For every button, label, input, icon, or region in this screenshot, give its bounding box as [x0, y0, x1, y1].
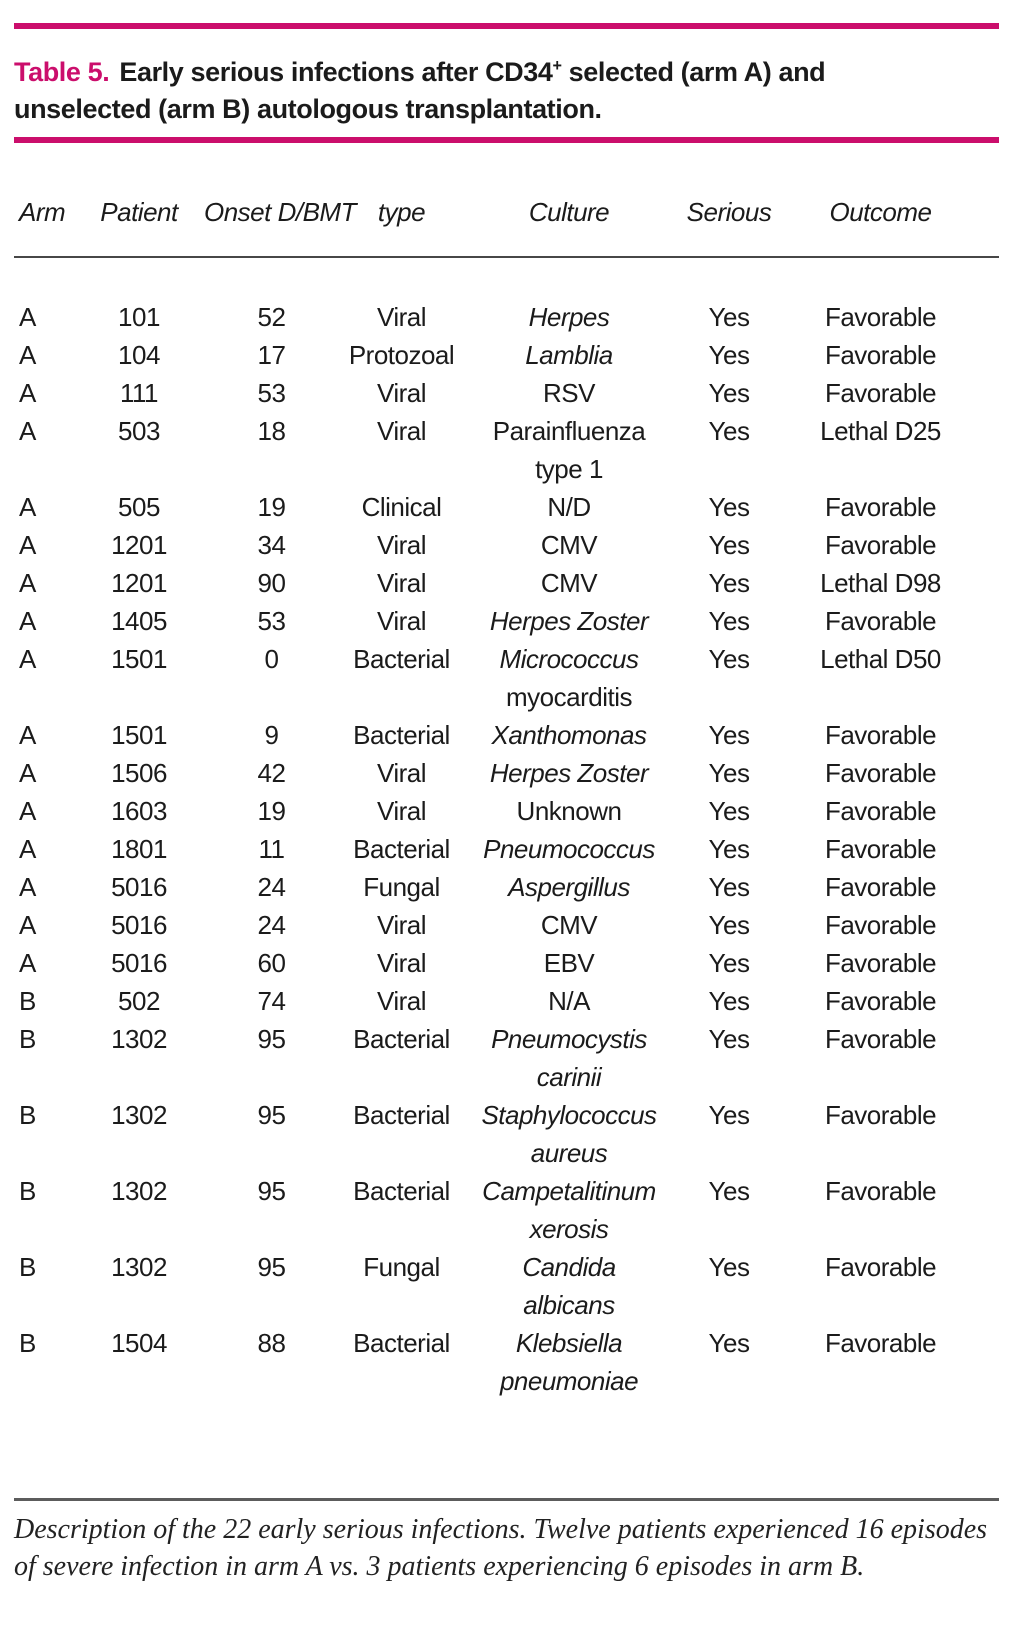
- table5-figure: [0, 23, 1013, 1585]
- culture-line: type 1: [535, 454, 603, 484]
- cell-outcome: Favorable: [824, 796, 937, 826]
- cell-type: Fungal: [363, 1252, 440, 1282]
- culture-line: RSV: [543, 378, 595, 408]
- cell-patient: 111: [119, 378, 159, 408]
- cell-patient: 1405: [111, 606, 167, 636]
- cell-onset: 53: [257, 606, 286, 636]
- cell-serious: Yes: [708, 758, 750, 788]
- culture-line: Pneumocystis: [491, 1024, 647, 1054]
- cell-culture: [464, 792, 674, 830]
- cell-outcome: Favorable: [824, 492, 937, 522]
- table-number-label: Table 5.: [14, 57, 110, 87]
- cell-outcome: Favorable: [824, 1176, 937, 1206]
- culture-line: Campetalitinum: [482, 1176, 656, 1206]
- title-text-after-sup: selected (arm A) and: [561, 57, 826, 87]
- cell-culture: [464, 868, 674, 906]
- culture-line: myocarditis: [506, 682, 632, 712]
- table-row: [14, 868, 999, 906]
- cell-outcome: Favorable: [824, 948, 937, 978]
- culture-line: carinii: [536, 1062, 602, 1092]
- cell-onset: 88: [257, 1328, 286, 1358]
- culture-line: Xanthomonas: [491, 720, 647, 750]
- cell-type: Viral: [376, 910, 427, 940]
- cell-type: Viral: [376, 606, 427, 636]
- table-row: [14, 754, 999, 792]
- cell-arm: A: [19, 644, 36, 674]
- cell-serious: Yes: [708, 720, 750, 750]
- cell-outcome: Lethal D50: [820, 644, 941, 674]
- culture-line: CMV: [540, 910, 598, 940]
- cell-arm: A: [19, 378, 36, 408]
- cell-arm: B: [19, 986, 36, 1016]
- cell-culture: [464, 944, 674, 982]
- cell-culture: [464, 412, 674, 488]
- cell-type: Bacterial: [353, 1176, 450, 1206]
- cell-serious: Yes: [708, 644, 750, 674]
- cell-arm: A: [19, 492, 36, 522]
- cell-culture: [464, 906, 674, 944]
- cell-serious: Yes: [708, 492, 750, 522]
- cell-serious: Yes: [708, 606, 750, 636]
- title-line2: unselected (arm B) autologous transplantation.: [14, 94, 602, 124]
- cell-arm: A: [19, 416, 36, 446]
- cell-culture: [464, 982, 674, 1020]
- cell-type: Viral: [376, 568, 427, 598]
- cell-outcome: Favorable: [824, 910, 937, 940]
- cell-outcome: Favorable: [824, 758, 937, 788]
- cell-culture: [464, 1324, 674, 1400]
- cell-onset: 42: [257, 758, 286, 788]
- cell-type: Bacterial: [353, 644, 450, 674]
- cell-serious: Yes: [708, 340, 750, 370]
- cell-patient: 104: [118, 340, 160, 370]
- footnote-separator-rule: [14, 1498, 999, 1501]
- table-header-row: [14, 196, 999, 228]
- column-header-culture: Culture: [528, 197, 610, 227]
- cell-outcome: Favorable: [824, 834, 937, 864]
- cell-type: Viral: [376, 416, 427, 446]
- cell-onset: 9: [264, 720, 279, 750]
- cell-patient: 1201: [111, 530, 167, 560]
- cell-outcome: Favorable: [824, 720, 937, 750]
- cell-type: Viral: [376, 948, 427, 978]
- table-row: [14, 336, 999, 374]
- cell-patient: 1302: [111, 1100, 167, 1130]
- culture-line: pneumoniae: [499, 1366, 639, 1396]
- table-row: [14, 374, 999, 412]
- cell-culture: [464, 1248, 674, 1324]
- cell-patient: 1506: [111, 758, 167, 788]
- cell-arm: A: [19, 910, 36, 940]
- culture-line: Herpes Zoster: [489, 758, 649, 788]
- column-header-patient: Patient: [100, 197, 178, 227]
- culture-line: aureus: [530, 1138, 608, 1168]
- cell-arm: B: [19, 1100, 36, 1130]
- cell-serious: Yes: [708, 1176, 750, 1206]
- cell-onset: 53: [257, 378, 286, 408]
- cell-arm: A: [19, 834, 36, 864]
- cell-outcome: Favorable: [824, 378, 937, 408]
- cell-type: Viral: [376, 302, 427, 332]
- table-row: [14, 640, 999, 716]
- cell-onset: 34: [257, 530, 286, 560]
- cell-onset: 11: [258, 834, 285, 864]
- cell-arm: A: [19, 872, 36, 902]
- table-row: [14, 564, 999, 602]
- cell-patient: 502: [118, 986, 160, 1016]
- cd34-plus-superscript: +: [552, 57, 562, 75]
- cell-culture: [464, 564, 674, 602]
- cell-type: Viral: [376, 758, 427, 788]
- cell-patient: 5016: [111, 948, 167, 978]
- culture-line: albicans: [523, 1290, 615, 1320]
- cell-outcome: Lethal D98: [820, 568, 941, 598]
- table-row: [14, 488, 999, 526]
- mid-accent-rule: [14, 137, 999, 143]
- table-row: [14, 1248, 999, 1324]
- title-text-before-sup: Early serious infections after CD34: [119, 57, 553, 87]
- cell-onset: 95: [257, 1252, 286, 1282]
- culture-line: Lamblia: [525, 340, 613, 370]
- culture-line: Herpes Zoster: [489, 606, 649, 636]
- table-row: [14, 982, 999, 1020]
- cell-culture: [464, 1172, 674, 1248]
- table-row: [14, 944, 999, 982]
- cell-outcome: Favorable: [824, 530, 937, 560]
- cell-onset: 0: [264, 644, 279, 674]
- footnote-text: Description of the 22 early serious infections. Twelve patients experienced 16 episodes of severe infection in arm A vs. 3 patients experiencing 6 episodes in arm B.: [14, 1514, 988, 1582]
- cell-onset: 95: [257, 1100, 286, 1130]
- cell-arm: A: [19, 796, 36, 826]
- culture-line: N/D: [547, 492, 591, 522]
- cell-serious: Yes: [708, 948, 750, 978]
- cell-type: Viral: [376, 796, 427, 826]
- cell-patient: 5016: [111, 910, 167, 940]
- cell-type: Viral: [376, 986, 427, 1016]
- cell-outcome: Lethal D25: [820, 416, 941, 446]
- cell-patient: 1501: [111, 644, 167, 674]
- cell-patient: 1504: [111, 1328, 167, 1358]
- cell-outcome: Favorable: [824, 340, 937, 370]
- cell-type: Viral: [376, 530, 427, 560]
- cell-arm: A: [19, 530, 36, 560]
- cell-arm: A: [19, 568, 36, 598]
- table-row: [14, 1096, 999, 1172]
- column-header-serious: Serious: [686, 197, 772, 227]
- cell-onset: 24: [257, 910, 286, 940]
- header-separator-rule: [14, 256, 999, 258]
- cell-outcome: Favorable: [824, 302, 937, 332]
- cell-outcome: Favorable: [824, 1100, 937, 1130]
- culture-line: Candida: [522, 1252, 616, 1282]
- table-row: [14, 830, 999, 868]
- cell-onset: 60: [257, 948, 286, 978]
- cell-arm: A: [19, 758, 36, 788]
- cell-culture: [464, 830, 674, 868]
- cell-arm: B: [19, 1252, 36, 1282]
- cell-arm: A: [19, 302, 36, 332]
- cell-serious: Yes: [708, 1100, 750, 1130]
- column-header-type: type: [377, 197, 426, 227]
- culture-line: CMV: [540, 568, 598, 598]
- culture-line: Micrococcus: [499, 644, 639, 674]
- table-row: [14, 1324, 999, 1400]
- cell-type: Bacterial: [353, 1100, 450, 1130]
- culture-line: Klebsiella: [515, 1328, 623, 1358]
- cell-patient: 1302: [111, 1024, 167, 1054]
- cell-onset: 24: [257, 872, 286, 902]
- cell-type: Protozoal: [348, 340, 455, 370]
- cell-serious: Yes: [708, 1328, 750, 1358]
- cell-serious: Yes: [708, 910, 750, 940]
- cell-onset: 18: [257, 416, 286, 446]
- cell-outcome: Favorable: [824, 1024, 937, 1054]
- cell-patient: 101: [118, 302, 160, 332]
- culture-line: CMV: [540, 530, 598, 560]
- cell-culture: [464, 488, 674, 526]
- cell-patient: 1302: [111, 1252, 167, 1282]
- cell-onset: 74: [257, 986, 286, 1016]
- cell-serious: Yes: [708, 796, 750, 826]
- cell-serious: Yes: [708, 302, 750, 332]
- cell-patient: 1501: [111, 720, 167, 750]
- cell-arm: A: [19, 606, 36, 636]
- table-title: [14, 54, 999, 128]
- cell-culture: [464, 602, 674, 640]
- cell-outcome: Favorable: [824, 986, 937, 1016]
- cell-serious: Yes: [708, 986, 750, 1016]
- culture-line: Pneumococcus: [483, 834, 655, 864]
- cell-type: Fungal: [363, 872, 440, 902]
- cell-patient: 503: [118, 416, 160, 446]
- culture-line: Aspergillus: [508, 872, 630, 902]
- cell-serious: Yes: [708, 378, 750, 408]
- cell-culture: [464, 298, 674, 336]
- cell-serious: Yes: [708, 530, 750, 560]
- cell-onset: 90: [257, 568, 286, 598]
- cell-serious: Yes: [708, 834, 750, 864]
- cell-onset: 19: [257, 796, 286, 826]
- cell-culture: [464, 640, 674, 716]
- table-row: [14, 792, 999, 830]
- culture-line: Unknown: [516, 796, 622, 826]
- table-row: [14, 412, 999, 488]
- culture-line: EBV: [543, 948, 595, 978]
- cell-culture: [464, 336, 674, 374]
- cell-type: Bacterial: [353, 1024, 450, 1054]
- cell-type: Bacterial: [353, 834, 450, 864]
- cell-culture: [464, 1096, 674, 1172]
- cell-arm: A: [19, 948, 36, 978]
- cell-serious: Yes: [708, 872, 750, 902]
- column-header-outcome: Outcome: [829, 197, 932, 227]
- cell-onset: 95: [257, 1024, 286, 1054]
- cell-serious: Yes: [708, 1252, 750, 1282]
- cell-arm: B: [19, 1024, 36, 1054]
- cell-patient: 1603: [111, 796, 167, 826]
- table-row: [14, 526, 999, 564]
- table-row: [14, 1172, 999, 1248]
- cell-type: Bacterial: [353, 1328, 450, 1358]
- table-row: [14, 602, 999, 640]
- cell-arm: B: [19, 1328, 36, 1358]
- cell-onset: 19: [257, 492, 286, 522]
- culture-line: N/A: [548, 986, 590, 1016]
- cell-culture: [464, 716, 674, 754]
- table-row: [14, 1020, 999, 1096]
- cell-patient: 1801: [111, 834, 167, 864]
- cell-outcome: Favorable: [824, 1328, 937, 1358]
- cell-patient: 1201: [111, 568, 167, 598]
- cell-outcome: Favorable: [824, 606, 937, 636]
- cell-culture: [464, 1020, 674, 1096]
- cell-onset: 95: [257, 1176, 286, 1206]
- cell-serious: Yes: [708, 568, 750, 598]
- table-row: [14, 298, 999, 336]
- cell-type: Clinical: [361, 492, 442, 522]
- cell-type: Bacterial: [353, 720, 450, 750]
- cell-arm: A: [19, 340, 36, 370]
- cell-culture: [464, 754, 674, 792]
- table-body: [14, 298, 999, 1400]
- culture-line: Herpes: [528, 302, 610, 332]
- cell-patient: 5016: [111, 872, 167, 902]
- cell-onset: 17: [257, 340, 286, 370]
- table-row: [14, 716, 999, 754]
- column-header-arm: Arm: [19, 197, 66, 227]
- culture-line: xerosis: [529, 1214, 609, 1244]
- top-accent-rule: [14, 23, 999, 29]
- culture-line: Staphylococcus: [481, 1100, 657, 1130]
- cell-arm: A: [19, 720, 36, 750]
- cell-onset: 52: [257, 302, 286, 332]
- cell-culture: [464, 526, 674, 564]
- cell-patient: 505: [118, 492, 160, 522]
- table-row: [14, 906, 999, 944]
- cell-serious: Yes: [708, 1024, 750, 1054]
- culture-line: Parainfluenza: [492, 416, 646, 446]
- cell-type: Viral: [376, 378, 427, 408]
- cell-serious: Yes: [708, 416, 750, 446]
- cell-outcome: Favorable: [824, 872, 937, 902]
- cell-culture: [464, 374, 674, 412]
- cell-outcome: Favorable: [824, 1252, 937, 1282]
- cell-arm: B: [19, 1176, 36, 1206]
- cell-patient: 1302: [111, 1176, 167, 1206]
- column-header-onset: Onset D/BMT: [204, 197, 356, 227]
